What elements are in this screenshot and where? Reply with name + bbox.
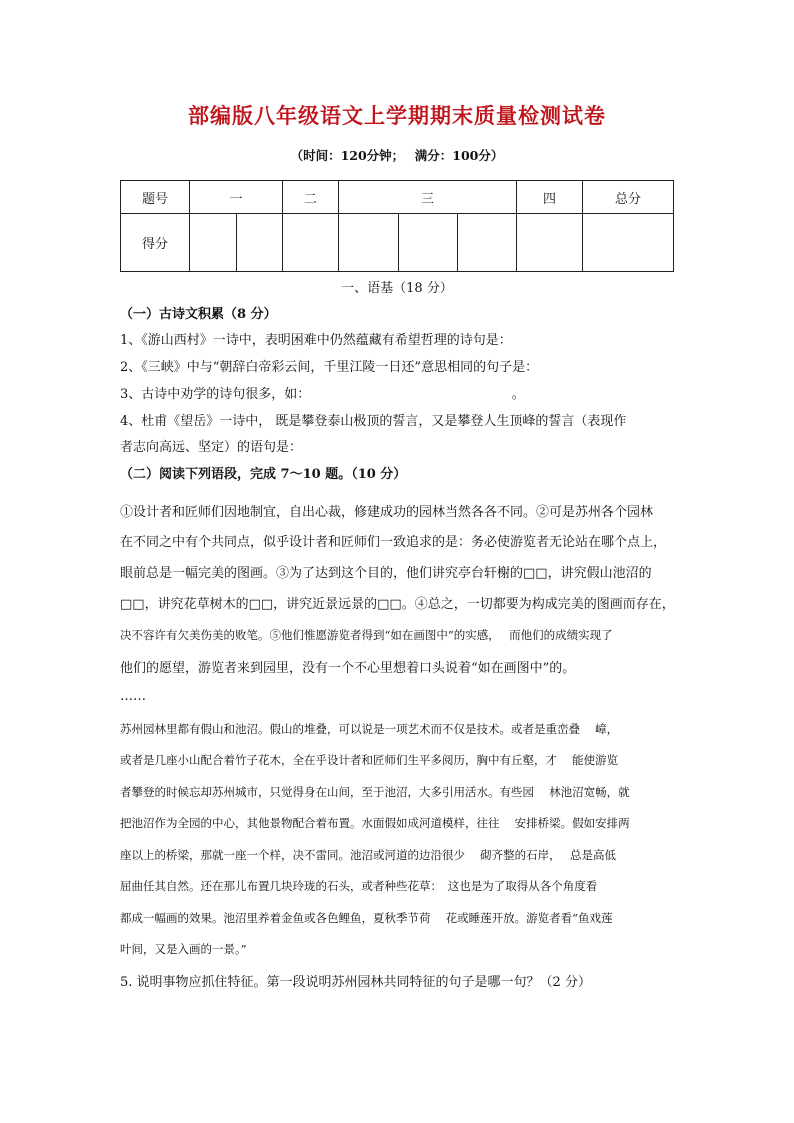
passage-line: □□，讲究花草树木的□□，讲究近景远景的□□。④总之，一切都要为构成完美的图画而存在， [120,597,675,612]
exam-info: （时间：120分钟； 满分：100分） [290,148,504,163]
header-cell: 一 [190,181,283,214]
score-cell[interactable] [517,214,583,272]
passage-line: 者攀登的时候忘却苏州城市，只觉得身在山间，至于池沼，大多引用活水。有些园 林池沼宽畅，就 [120,785,630,799]
score-cell[interactable] [237,214,283,272]
score-cell[interactable] [399,214,458,272]
question-1: 1、《游山西村》一诗中，表明困难中仍然蕴藏有希望哲理的诗句是： [120,333,512,348]
part1-heading: （一）古诗文积累（8 分） [120,307,277,322]
question-5: 5. 说明事物应抓住特征。第一段说明苏州园林共同特征的句子是哪一句？（2 分） [120,975,591,990]
score-table-score-row [121,214,674,272]
passage-line: 苏州园林里都有假山和池沼。假山的堆叠，可以说是一项艺术而不仅是技术。或者是重峦叠 嶂， [120,722,619,736]
score-cell[interactable] [458,214,517,272]
passage-line: 屈曲任其自然。还在那儿布置几块玲珑的石头，或者种些花草： 这也是为了取得从各个角度看 [120,879,598,893]
score-cell[interactable] [190,214,237,272]
header-cell: 四 [517,181,583,214]
passage-line: 在不同之中有个共同点，似乎设计者和匠师们一致追求的是：务必使游览者无论站在哪个点上， [120,535,667,550]
passage-line: 都成一幅画的效果。池沼里养着金鱼或各色鲤鱼，夏秋季节荷 花或睡莲开放。游览者看“鱼戏莲 [120,911,613,925]
passage-line: 他们的愿望，游览者来到园里，没有一个不心里想着口头说着“如在画图中”的。 [120,661,576,676]
score-cell[interactable] [339,214,399,272]
score-label-cell: 得分 [121,214,190,272]
passage-line: 把池沼作为全园的中心，其他景物配合着布置。水面假如成河道模样，往往 安排桥梁。假如安排两 [120,816,630,830]
passage-line: 决不容许有欠美伤美的败笔。⑤他们惟愿游览者得到“如在画图中”的实感， 而他们的成绩实现了 [120,628,613,642]
section-heading: 一、语基（18 分） [341,281,453,296]
passage-line: 或者是几座小山配合着竹子花木，全在乎设计者和匠师们生平多阅历，胸中有丘壑，才 能使游览 [120,753,619,767]
score-cell[interactable] [283,214,339,272]
passage-line: ①设计者和匠师们因地制宜，自出心裁，修建成功的园林当然各各不同。②可是苏州各个园林 [120,505,654,520]
score-table [120,180,674,272]
header-cell: 三 [339,181,517,214]
passage-line: 叶间，又是入画的一景。” [120,942,247,956]
score-table-header-row [121,181,674,214]
score-cell[interactable] [583,214,674,272]
part2-heading: （二）阅读下列语段，完成 7～10 题。（10 分） [120,467,407,482]
header-cell: 二 [283,181,339,214]
question-4-line: 者志向高远、坚定）的语句是： [120,440,303,455]
passage-ellipsis: …… [120,689,146,704]
question-2: 2、《三峡》中与“朝辞白帝彩云间，千里江陵一日还”意思相同的句子是： [120,360,539,375]
header-cell: 题号 [121,181,190,214]
passage-line: 眼前总是一幅完美的图画。③为了达到这个目的，他们讲究亭台轩榭的□□，讲究假山池沼的 [120,566,652,581]
header-cell: 总分 [583,181,674,214]
page-title: 部编版八年级语文上学期期末质量检测试卷 [188,103,606,128]
question-3: 3、古诗中劝学的诗句很多，如： 。 [120,387,525,402]
question-4-line: 4、杜甫《望岳》一诗中， 既是攀登泰山极顶的誓言，又是攀登人生顶峰的誓言（表现作 [120,414,627,429]
passage-line: 座以上的桥梁，那就一座一个样，决不雷同。池沼或河道的边沿很少 砌齐整的石岸， 总是高低 [120,848,617,862]
